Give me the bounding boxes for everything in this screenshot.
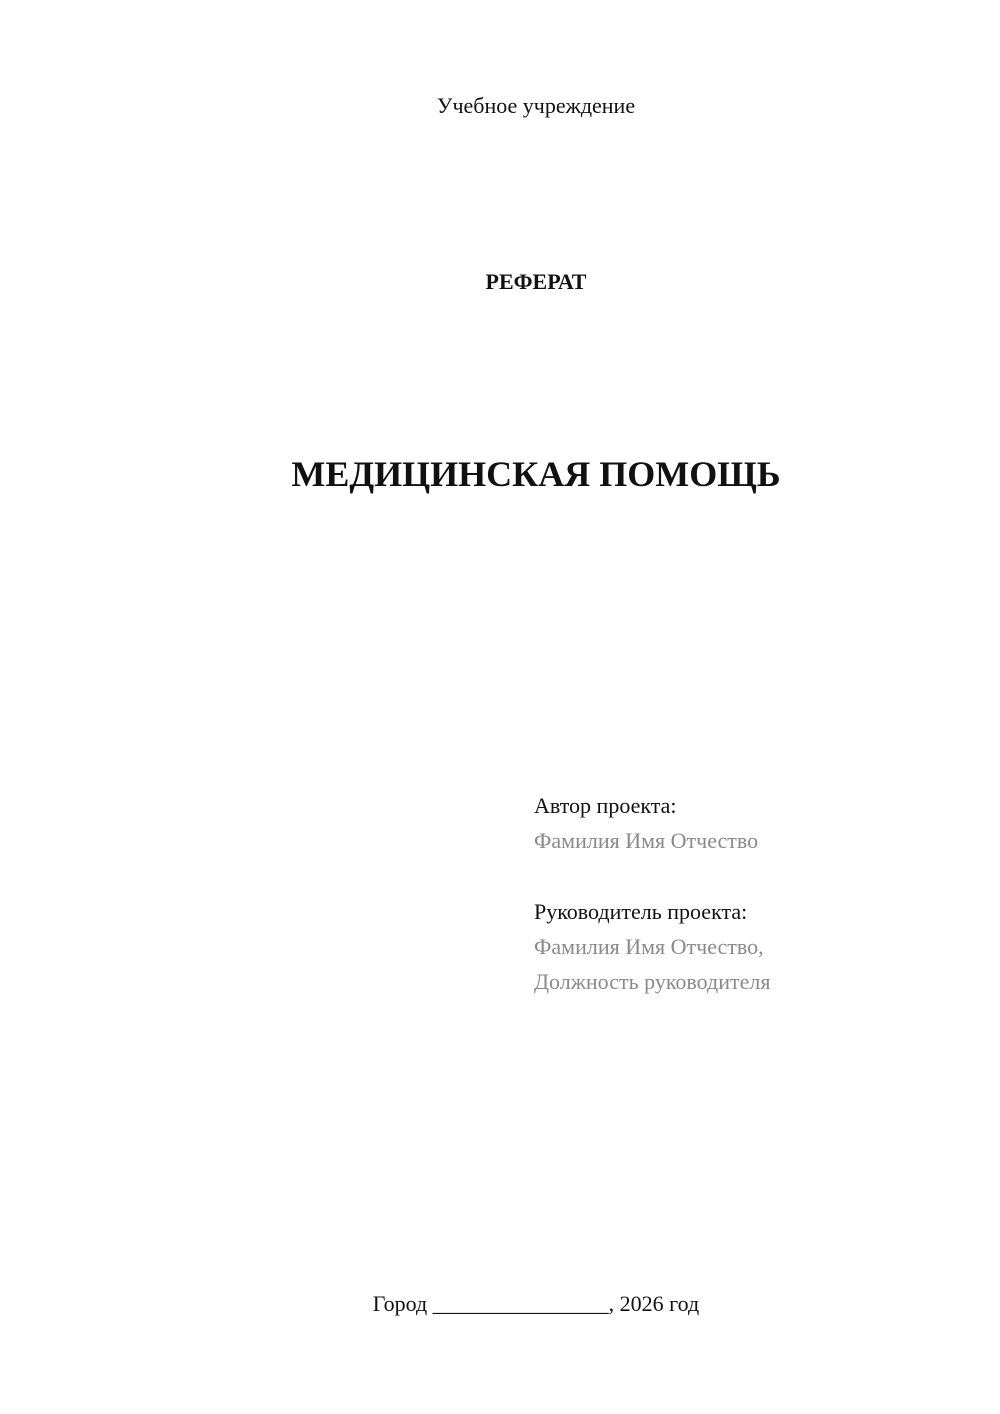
author-name: Фамилия Имя Отчество [534, 828, 759, 853]
document-title: МЕДИЦИНСКАЯ ПОМОЩЬ [291, 454, 781, 494]
credits-block [534, 788, 954, 999]
city-year-line: Город ________________, 2026 год [372, 1291, 700, 1316]
supervisor-label: Руководитель проекта: [534, 899, 748, 924]
document-type: РЕФЕРАТ [485, 269, 587, 294]
supervisor-name: Фамилия Имя Отчество, [534, 934, 764, 959]
credits-spacer [534, 858, 954, 894]
author-label: Автор проекта: [534, 793, 677, 818]
supervisor-position: Должность руководителя [534, 969, 771, 994]
institution-name: Учебное учреждение [436, 93, 636, 118]
